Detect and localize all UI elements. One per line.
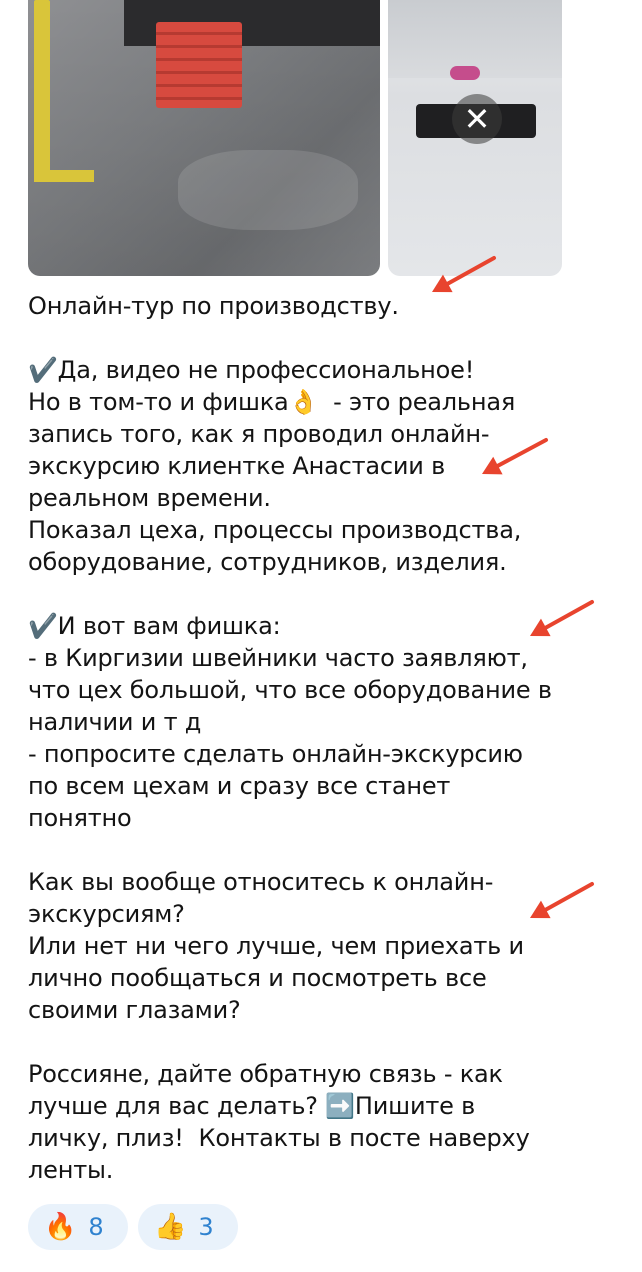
photo-detail-floor xyxy=(178,150,358,230)
post-text-line: Или нет ни чего лучше, чем приехать и xyxy=(28,932,524,960)
post-blank-line xyxy=(28,322,598,354)
reaction-fire[interactable] xyxy=(28,1204,128,1250)
post-text-line: своими глазами? xyxy=(28,996,241,1024)
post-text-line: понятно xyxy=(28,804,132,832)
post-text-line: Как вы вообще относитесь к онлайн- xyxy=(28,868,494,896)
post-blank-line xyxy=(28,834,598,866)
post-text-line: Но в том-то и фишка👌 - это реальная xyxy=(28,388,516,416)
post-text-line: экскурсию клиентке Анастасии в xyxy=(28,452,446,480)
post-text xyxy=(28,290,598,1186)
reaction-thumbs-up[interactable] xyxy=(138,1204,238,1250)
post-text-line: - в Киргизии швейники часто заявляют, xyxy=(28,644,528,672)
post-text-line: Показал цеха, процессы производства, xyxy=(28,516,522,544)
reactions-bar xyxy=(28,1204,238,1250)
close-icon: ✕ xyxy=(463,100,491,138)
post-text-line: что цех большой, что все оборудование в xyxy=(28,676,552,704)
photo-factory-floor[interactable] xyxy=(28,0,380,276)
post-text-line: лучше для вас делать? ➡️Пишите в xyxy=(28,1092,476,1120)
post-text-line: оборудование, сотрудников, изделия. xyxy=(28,548,507,576)
post-text-line: - попросите сделать онлайн-экскурсию xyxy=(28,740,523,768)
post-text-line: запись того, как я проводил онлайн- xyxy=(28,420,490,448)
thumbs-up-icon: 👍 xyxy=(154,1212,187,1242)
post-text-line: личку, плиз! Контакты в посте наверху xyxy=(28,1124,530,1152)
post-text-line: экскурсиям? xyxy=(28,900,185,928)
post-blank-line xyxy=(28,1026,598,1058)
post-text-line: ✔️И вот вам фишка: xyxy=(28,612,281,640)
post-text-line: Онлайн-тур по производству. xyxy=(28,292,399,320)
close-button[interactable] xyxy=(452,94,502,144)
photo-detail-fabric xyxy=(450,66,480,80)
photo-detail-floor-marking-2 xyxy=(34,170,94,182)
reaction-count: 3 xyxy=(198,1213,214,1241)
post-text-line: ✔️Да, видео не профессиональное! xyxy=(28,356,475,384)
post-blank-line xyxy=(28,578,598,610)
photo-detail-crate xyxy=(156,22,242,108)
post-text-line: Россияне, дайте обратную связь - как xyxy=(28,1060,503,1088)
post-text-line: ленты. xyxy=(28,1156,114,1184)
photo-detail-floor-marking xyxy=(34,0,50,180)
post-text-line: реальном времени. xyxy=(28,484,271,512)
post-text-line: по всем цехам и сразу все станет xyxy=(28,772,451,800)
post-text-line: наличии и т д xyxy=(28,708,202,736)
reaction-count: 8 xyxy=(88,1213,104,1241)
fire-icon: 🔥 xyxy=(44,1212,77,1242)
post-text-line: лично пообщаться и посмотреть все xyxy=(28,964,487,992)
